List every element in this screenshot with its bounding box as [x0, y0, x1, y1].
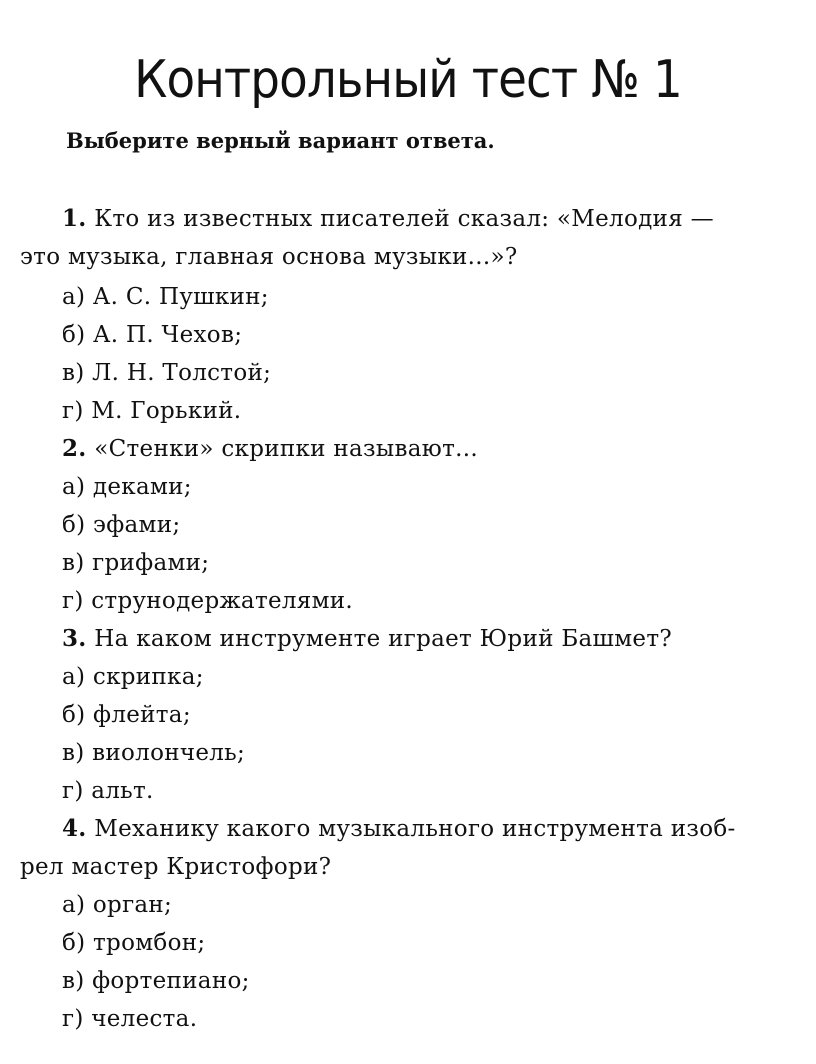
question-2-option-a: а) деками;	[62, 474, 192, 500]
question-4-text: 4. Механику какого музыкального инструмента изоб-	[62, 815, 736, 842]
question-3-option-b: б) флейта;	[62, 702, 191, 728]
question-1-option-b: б) А. П. Чехов;	[62, 322, 243, 348]
question-1-text-continued: это музыка, главная основа музыки...»?	[20, 244, 518, 270]
question-3-option-c: в) виолончель;	[62, 740, 246, 766]
question-4-text-continued: рел мастер Кристофори?	[20, 854, 332, 880]
question-4-option-b: б) тромбон;	[62, 930, 206, 956]
question-3-option-a: а) скрипка;	[62, 664, 204, 690]
question-1-number: 1.	[62, 205, 87, 232]
page-title: Контрольный тест № 1	[134, 50, 682, 110]
question-4-option-d: г) челеста.	[62, 1006, 198, 1032]
instruction-text: Выберите верный вариант ответа.	[66, 128, 495, 153]
question-3-option-d: г) альт.	[62, 778, 154, 804]
question-2-option-b: б) эфами;	[62, 512, 181, 538]
question-1-option-c: в) Л. Н. Толстой;	[62, 360, 272, 386]
question-1-option-d: г) М. Горький.	[62, 398, 242, 424]
question-1-option-a: а) А. С. Пушкин;	[62, 284, 269, 310]
question-4-number: 4.	[62, 815, 87, 842]
question-2-option-d: г) струнодержателями.	[62, 588, 354, 614]
question-2-text: 2. «Стенки» скрипки называют...	[62, 435, 478, 462]
question-2-option-c: в) грифами;	[62, 550, 210, 576]
question-4-option-a: а) орган;	[62, 892, 173, 918]
question-4-option-c: в) фортепиано;	[62, 968, 250, 994]
question-1-text: 1. Кто из известных писателей сказал: «Мелодия —	[62, 205, 714, 232]
question-3-text: 3. На каком инструменте играет Юрий Башмет?	[62, 625, 672, 652]
question-3-number: 3.	[62, 625, 87, 652]
question-2-number: 2.	[62, 435, 87, 462]
